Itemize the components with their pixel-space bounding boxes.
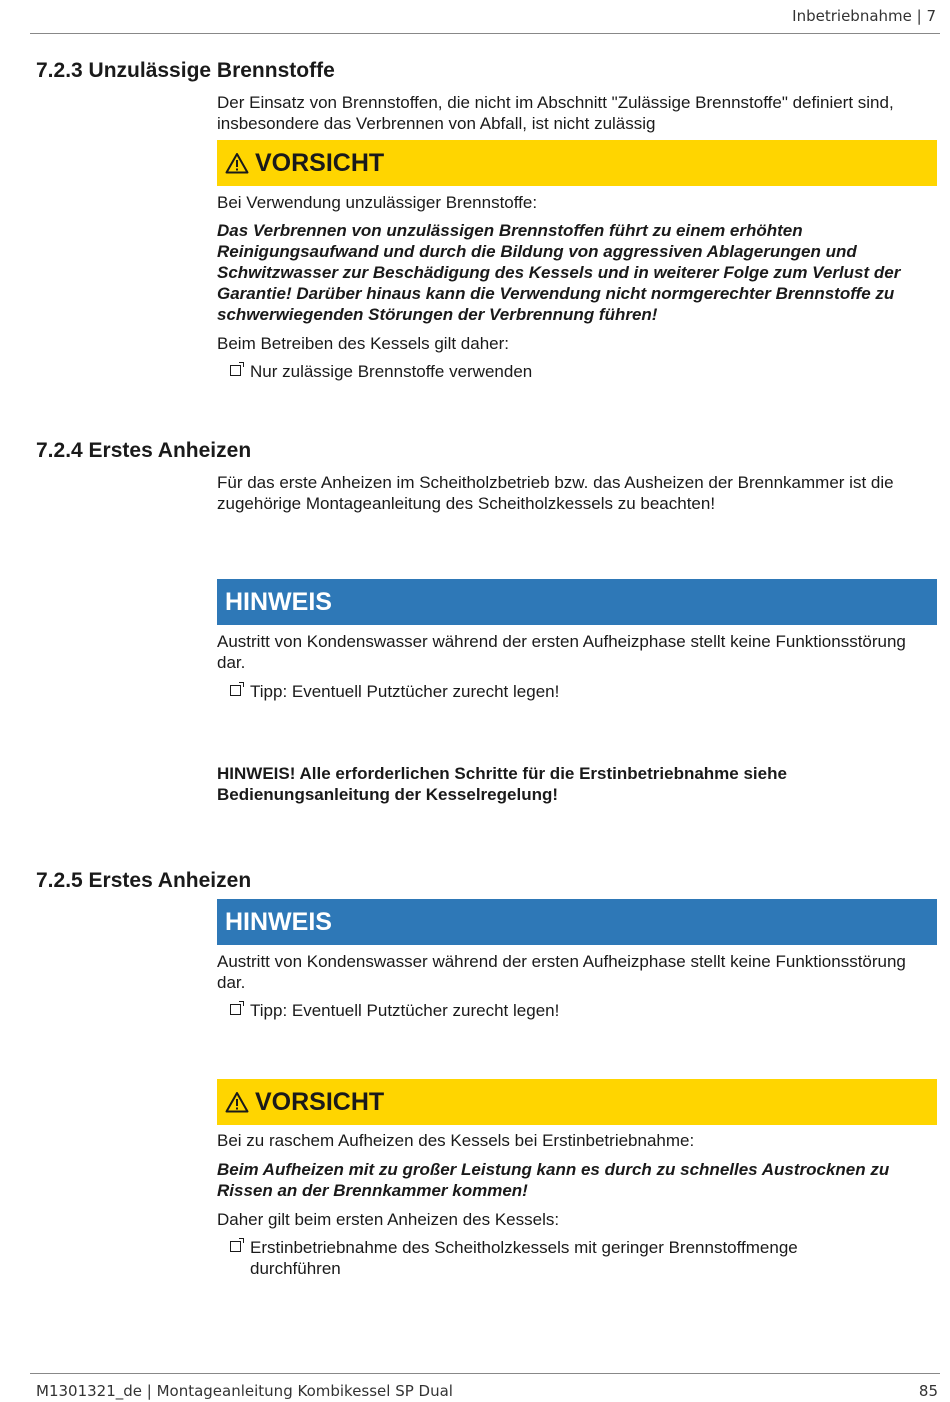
bullet-item-725 bbox=[230, 1237, 870, 1279]
caution-text-725: Beim Aufheizen mit zu großer Leistung kann es durch zu schnelles Austrocknen zu Rissen an der Brennkammer kommen! bbox=[217, 1160, 890, 1200]
rule-lead-725: Daher gilt beim ersten Anheizen des Kessels: bbox=[217, 1210, 560, 1229]
note-banner-725 bbox=[217, 899, 937, 945]
heading-723: 7.2.3 Unzulässige Brennstoffe bbox=[36, 59, 335, 82]
warning-triangle-icon bbox=[225, 1091, 249, 1113]
remark-724: HINWEIS! Alle erforderlichen Schritte für die Erstinbetriebnahme siehe Bedienungsanleitung der Kesselregelung! bbox=[217, 764, 787, 804]
checkbox-bullet-icon bbox=[230, 685, 241, 696]
rule-lead-723: Beim Betreiben des Kessels gilt daher: bbox=[217, 334, 509, 353]
caution-lead-725: Bei zu raschem Aufheizen des Kessels bei Erstinbetriebnahme: bbox=[217, 1131, 695, 1150]
checkbox-bullet-icon bbox=[230, 1004, 241, 1015]
note-bullet-text-724: Tipp: Eventuell Putztücher zurecht legen! bbox=[250, 682, 560, 701]
note-bullet-item-724 bbox=[230, 681, 930, 702]
note-title-724: HINWEIS bbox=[225, 588, 332, 616]
bullet-text-725: Erstinbetriebnahme des Scheitholzkessels mit geringer Brennstoffmenge durchführen bbox=[250, 1238, 798, 1278]
checkbox-bullet-icon bbox=[230, 365, 241, 376]
bullet-text-723: Nur zulässige Brennstoffe verwenden bbox=[250, 362, 533, 381]
caution-banner-723 bbox=[217, 140, 937, 186]
caution-title-725: VORSICHT bbox=[255, 1088, 385, 1116]
heading-724: 7.2.4 Erstes Anheizen bbox=[36, 439, 252, 462]
footer-document-title: M1301321_de | Montageanleitung Kombikessel SP Dual bbox=[36, 1382, 453, 1400]
page-number: 85 bbox=[918, 1382, 938, 1400]
page-footer bbox=[30, 1373, 940, 1402]
header-chapter: Inbetriebnahme | 7 bbox=[792, 7, 936, 25]
intro-724: Für das erste Anheizen im Scheitholzbetrieb bzw. das Ausheizen der Brennkammer ist die zugehörige Montageanleitung des Scheitholzkessels zu beachten! bbox=[217, 473, 894, 513]
page-header bbox=[30, 0, 940, 34]
note-bullet-text-725: Tipp: Eventuell Putztücher zurecht legen! bbox=[250, 1001, 560, 1020]
caution-lead-723: Bei Verwendung unzulässiger Brennstoffe: bbox=[217, 193, 538, 212]
note-title-725: HINWEIS bbox=[225, 908, 332, 936]
note-banner-724 bbox=[217, 579, 937, 625]
intro-723: Der Einsatz von Brennstoffen, die nicht im Abschnitt "Zulässige Brennstoffe" definiert sind, insbesondere das Verbrennen von Abfall, ist nicht zulässig bbox=[217, 93, 894, 133]
caution-text-723: Das Verbrennen von unzulässigen Brennstoffen führt zu einem erhöhten Reinigungsaufwand und durch die Bildung von aggressiven Ablagerungen und Schwitzwasser zur Beschädigung des Kessels und in weiterer Folge zum Verlust der Garantie! Darüber hinaus kann die Verwendung nicht normgerechter Brennstoffe zu schwerwiegenden Störungen der Verbrennung führen! bbox=[217, 221, 901, 324]
caution-title-723: VORSICHT bbox=[255, 149, 385, 177]
checkbox-bullet-icon bbox=[230, 1241, 241, 1252]
caution-banner-725 bbox=[217, 1079, 937, 1125]
bullet-item-723 bbox=[230, 361, 930, 382]
note-text-724: Austritt von Kondenswasser während der ersten Aufheizphase stellt keine Funktionsstörung dar. bbox=[217, 632, 906, 672]
note-text-725: Austritt von Kondenswasser während der ersten Aufheizphase stellt keine Funktionsstörung dar. bbox=[217, 952, 906, 992]
warning-triangle-icon bbox=[225, 152, 249, 174]
note-bullet-item-725 bbox=[230, 1000, 930, 1021]
heading-725: 7.2.5 Erstes Anheizen bbox=[36, 869, 252, 892]
